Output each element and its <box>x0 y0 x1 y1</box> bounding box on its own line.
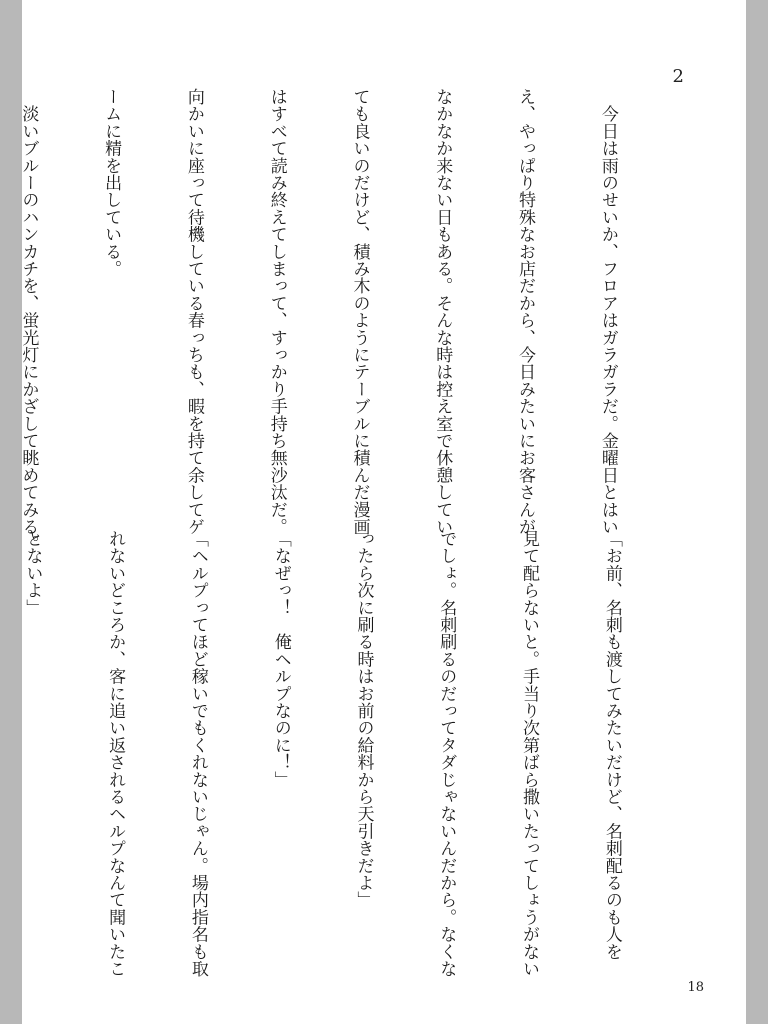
text-line: 向かいに座って待機している春っちも、暇を持て余してゲ <box>183 88 204 536</box>
text-line: れないどころか、客に追い返されるヘルプなんて聞いたこ <box>105 530 126 978</box>
text-line: 見て配らないと。手当り次第ばら撒いたってしょうがない <box>519 530 540 978</box>
text-line: とないよ」 <box>22 530 43 616</box>
text-line: 淡いブルーのハンカチを、蛍光灯にかざして眺めてみる。 <box>18 88 39 553</box>
text-line: 「お前、名刺も渡してみたいだけど、名刺配るのも人を <box>601 530 622 960</box>
text-line: ったら次に刷る時はお前の給料から天引きだよ」 <box>353 530 374 909</box>
text-line: 今日は雨のせいか、フロアはガラガラだ。金曜日とはい <box>597 88 618 536</box>
text-line: ても良いのだけど、積み木のようにテーブルに積んだ漫画 <box>349 88 370 536</box>
lower-text-block <box>0 530 680 978</box>
text-line: はすべて読み終えてしまって、すっかり手持ち無沙汰だ。 <box>266 88 287 536</box>
text-line: でしょ。名刺刷るのだってタダじゃないんだから。なくな <box>436 530 457 978</box>
text-line: 「なぜっ！ 俺ヘルプなのに！」 <box>270 530 291 788</box>
text-line: ームに精を出している。 <box>101 88 122 278</box>
upper-text-block <box>0 88 676 553</box>
chapter-number: 2 <box>672 66 684 87</box>
book-page <box>18 0 746 1024</box>
text-line: なかなか来ない日もある。そんな時は控え室で休憩してい <box>432 88 453 536</box>
page-number: 18 <box>687 980 704 995</box>
text-line: 「ヘルプってほど稼いでもくれないじゃん。場内指名も取 <box>187 530 208 978</box>
text-line: え、やっぱり特殊なお店だから、今日みたいにお客さんが <box>515 88 536 536</box>
